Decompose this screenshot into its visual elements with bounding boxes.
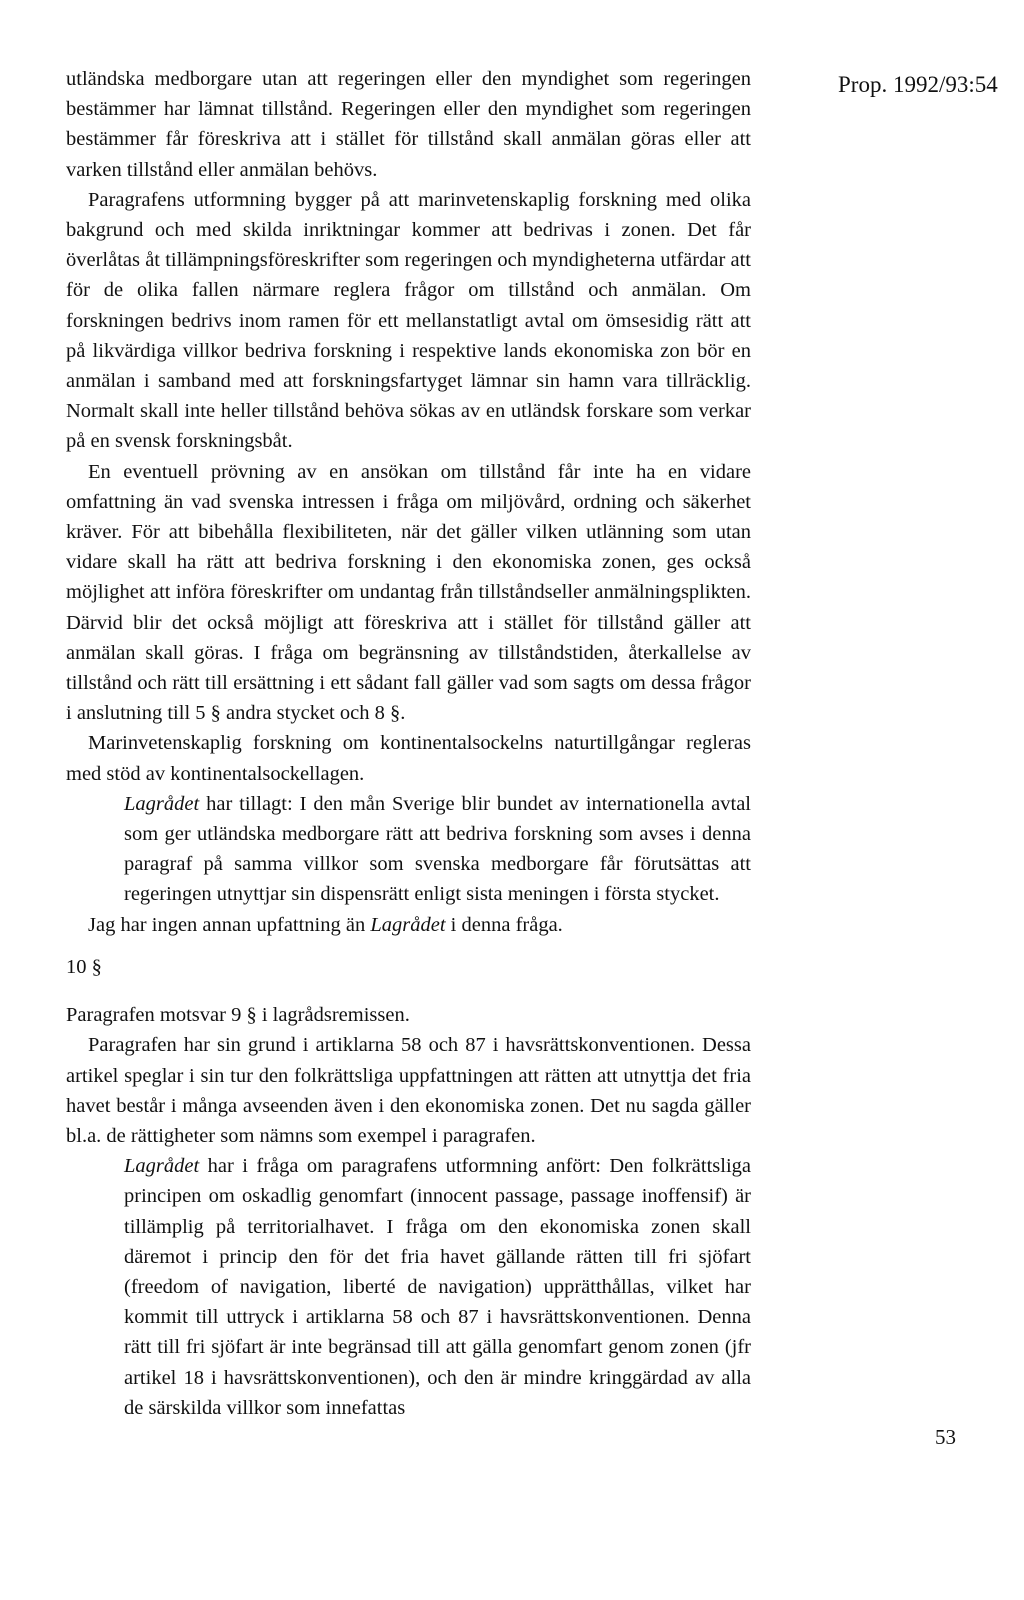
header-reference: Prop. 1992/93:54 [838,72,998,97]
paragraph-grund: Paragrafen har sin grund i artiklarna 58 och 87 i havsrättskonventionen. Dessa artikel speglar i sin tur den folkrättsliga uppfattningen att rätten att utnyttja det fria havet består i många avseenden även i den ekonomiska zonen. Det nu sagda gäller bl.a. de rättigheter som nämns som exempel i paragrafen. [66,1034,751,1147]
paragraph-provning: En eventuell prövning av en ansökan om tillstånd får inte ha en vidare omfattning än vad svenska intressen i fråga om miljövård, ordning och säkerhet kräver. För att bibehålla flexibiliteten, när det gäller vilken utlänning som utan vidare skall ha rätt att bedriva forskning i den ekonomiska zonen, ges också möjlighet att införa föreskrifter om undantag från tillståndseller anmälningsplikten. Därvid blir det också möjligt att föreskriva att i stället för tillstånd gäller att anmälan skall göras. I fråga om begränsning av tillståndstiden, återkallelse av tillstånd och rätt till ersättning i ett sådant fall gäller vad som sagts om dessa frågor i anslutning till 5 § andra stycket och 8 §. [66,460,751,725]
lagradet-label: Lagrådet [124,1155,200,1178]
paragraph-motsvar: Paragrafen motsvar 9 § i lagrådsremissen. [66,1004,410,1027]
quote-lagradet-2 [124,1151,751,1423]
text-after: i denna fråga. [445,913,563,936]
quote-lagradet-1 [124,789,751,910]
text-before: Jag har ingen annan upfattning än [88,913,371,936]
document-body [66,64,751,1423]
section-heading: 10 § [66,955,102,978]
page-number: 53 [935,1425,956,1449]
paragraph-continuation: utländska medborgare utan att regeringen eller den myndighet som regeringen bestämmer har lämnat tillstånd. Regeringen eller den myndighet som regeringen bestämmer får föreskriva att i stället för tillstånd skall anmälan göras eller att varken tillstånd eller anmälan behövs. [66,68,751,181]
paragraph-utformning: Paragrafens utformning bygger på att marinvetenskaplig forskning med olika bakgrund och med skilda inriktningar kommer att bedrivas i zonen. Det får överlåtas åt tillämpningsföreskrifter som regeringen och myndigheterna utfärdar att för de olika fallen närmare reglera frågor om tillstånd och anmälan. Om forskningen bedrivs inom ramen för ett mellanstatligt avtal om ömsesidig rätt att på likvärdiga villkor bedriva forskning i respektive lands ekonomiska zon bör en anmälan i samband med att forskningsfartyget lämnar sin hamn vara tillräcklig. Normalt skall inte heller tillstånd behöva sökas av en utländsk forskare som verkar på en svensk forskningsbåt. [66,188,751,453]
lagradet-label: Lagrådet [124,792,200,815]
quote-text: har i fråga om paragrafens utformning anfört: Den folkrättsliga principen om oskadlig genomfart (innocent passage, passage inoffensif) är tillämplig på territorialhavet. I fråga om den ekonomiska zonen skall däremot i princip den för det fria havet gällande rätten till fri sjöfart (freedom of navigation, liberté de navigation) upprätthållas, vilket har kommit till uttryck i artiklarna 58 och 87 i havsrättskonventionen. Denna rätt till fri sjöfart är inte begränsad till att gälla genomfart genom zonen (jfr artikel 18 i havsrättskonventionen), och den är mindre kringgärdad av alla de särskilda villkor som innefattas [124,1155,751,1419]
quote-text: har tillagt: I den mån Sverige blir bundet av internationella avtal som ger utländska medborgare rätt att bedriva forskning som avses i denna paragraf på samma villkor som svenska medborgare får förutsättas att regeringen utnyttjar sin dispensrätt enligt sista meningen i första stycket. [124,792,751,906]
lagradet-label: Lagrådet [370,913,446,936]
paragraph-jag-har [66,910,751,940]
paragraph-kontinentalsockel: Marinvetenskaplig forskning om kontinentalsockelns naturtillgångar regleras med stöd av kontinentalsockellagen. [66,732,751,785]
